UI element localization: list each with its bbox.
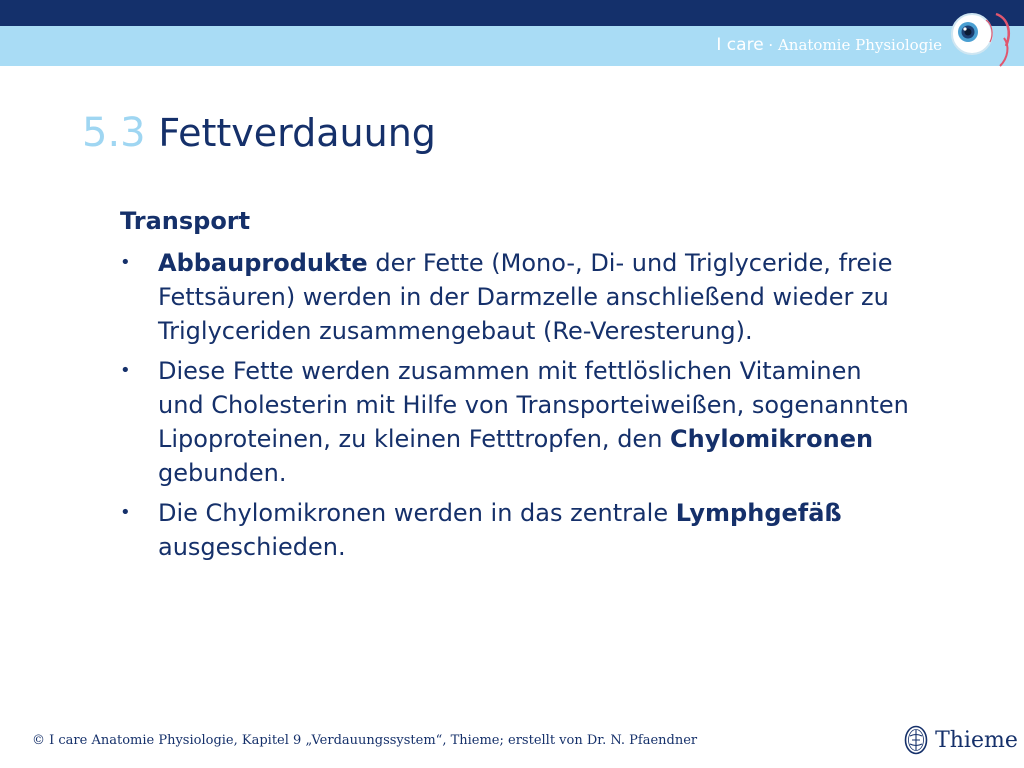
bullet-dot-icon: •	[120, 252, 131, 273]
bullet-item	[120, 496, 910, 564]
bullet-text: Diese Fette werden zusammen mit fettlöslichen Vitaminen und Cholesterin mit Hilfe von Transporteiweißen, sogenannten Lipoproteinen, zu kleinen Fetttropfen, den	[158, 357, 909, 453]
section-heading: Transport	[120, 207, 251, 235]
brand-label	[716, 35, 942, 55]
bullet-bold: Chylomikronen	[670, 425, 874, 453]
bullet-text: Die Chylomikronen werden in das zentrale	[158, 499, 676, 527]
bullet-item	[120, 246, 910, 348]
eye-logo-icon	[948, 8, 1014, 70]
bullet-bold: Abbauprodukte	[158, 249, 368, 277]
publisher-logo	[904, 725, 1018, 759]
bullet-dot-icon: •	[120, 360, 131, 381]
slide-title	[82, 110, 436, 156]
bullet-text: gebunden.	[158, 459, 287, 487]
footer-copyright: © I care Anatomie Physiologie, Kapitel 9 „Verdauungssystem“, Thieme; erstellt von Dr. N. Pfaendner	[32, 733, 698, 748]
header-top-bar	[0, 0, 1024, 26]
section-number: 5.3	[82, 110, 146, 156]
slide-content	[120, 206, 910, 570]
brand-main: I care	[716, 35, 764, 55]
bullet-text: der Fette (Mono-, Di- und Triglyceride, freie Fettsäuren) werden in der Darmzelle anschließend wieder zu Triglyceriden zusammengebaut (Re-Veresterung).	[158, 249, 893, 345]
brand-separator: ·	[763, 36, 778, 54]
bullet-bold: Lymphgefäß	[675, 499, 842, 527]
bullet-item	[120, 354, 910, 490]
bullet-list	[120, 246, 910, 564]
thieme-emblem-icon	[904, 725, 928, 755]
bullet-dot-icon: •	[120, 502, 131, 523]
publisher-name: Thieme	[935, 727, 1018, 753]
brand-sub: Anatomie Physiologie	[777, 36, 942, 54]
title-text: Fettverdauung	[158, 111, 436, 155]
bullet-text: ausgeschieden.	[158, 533, 346, 561]
